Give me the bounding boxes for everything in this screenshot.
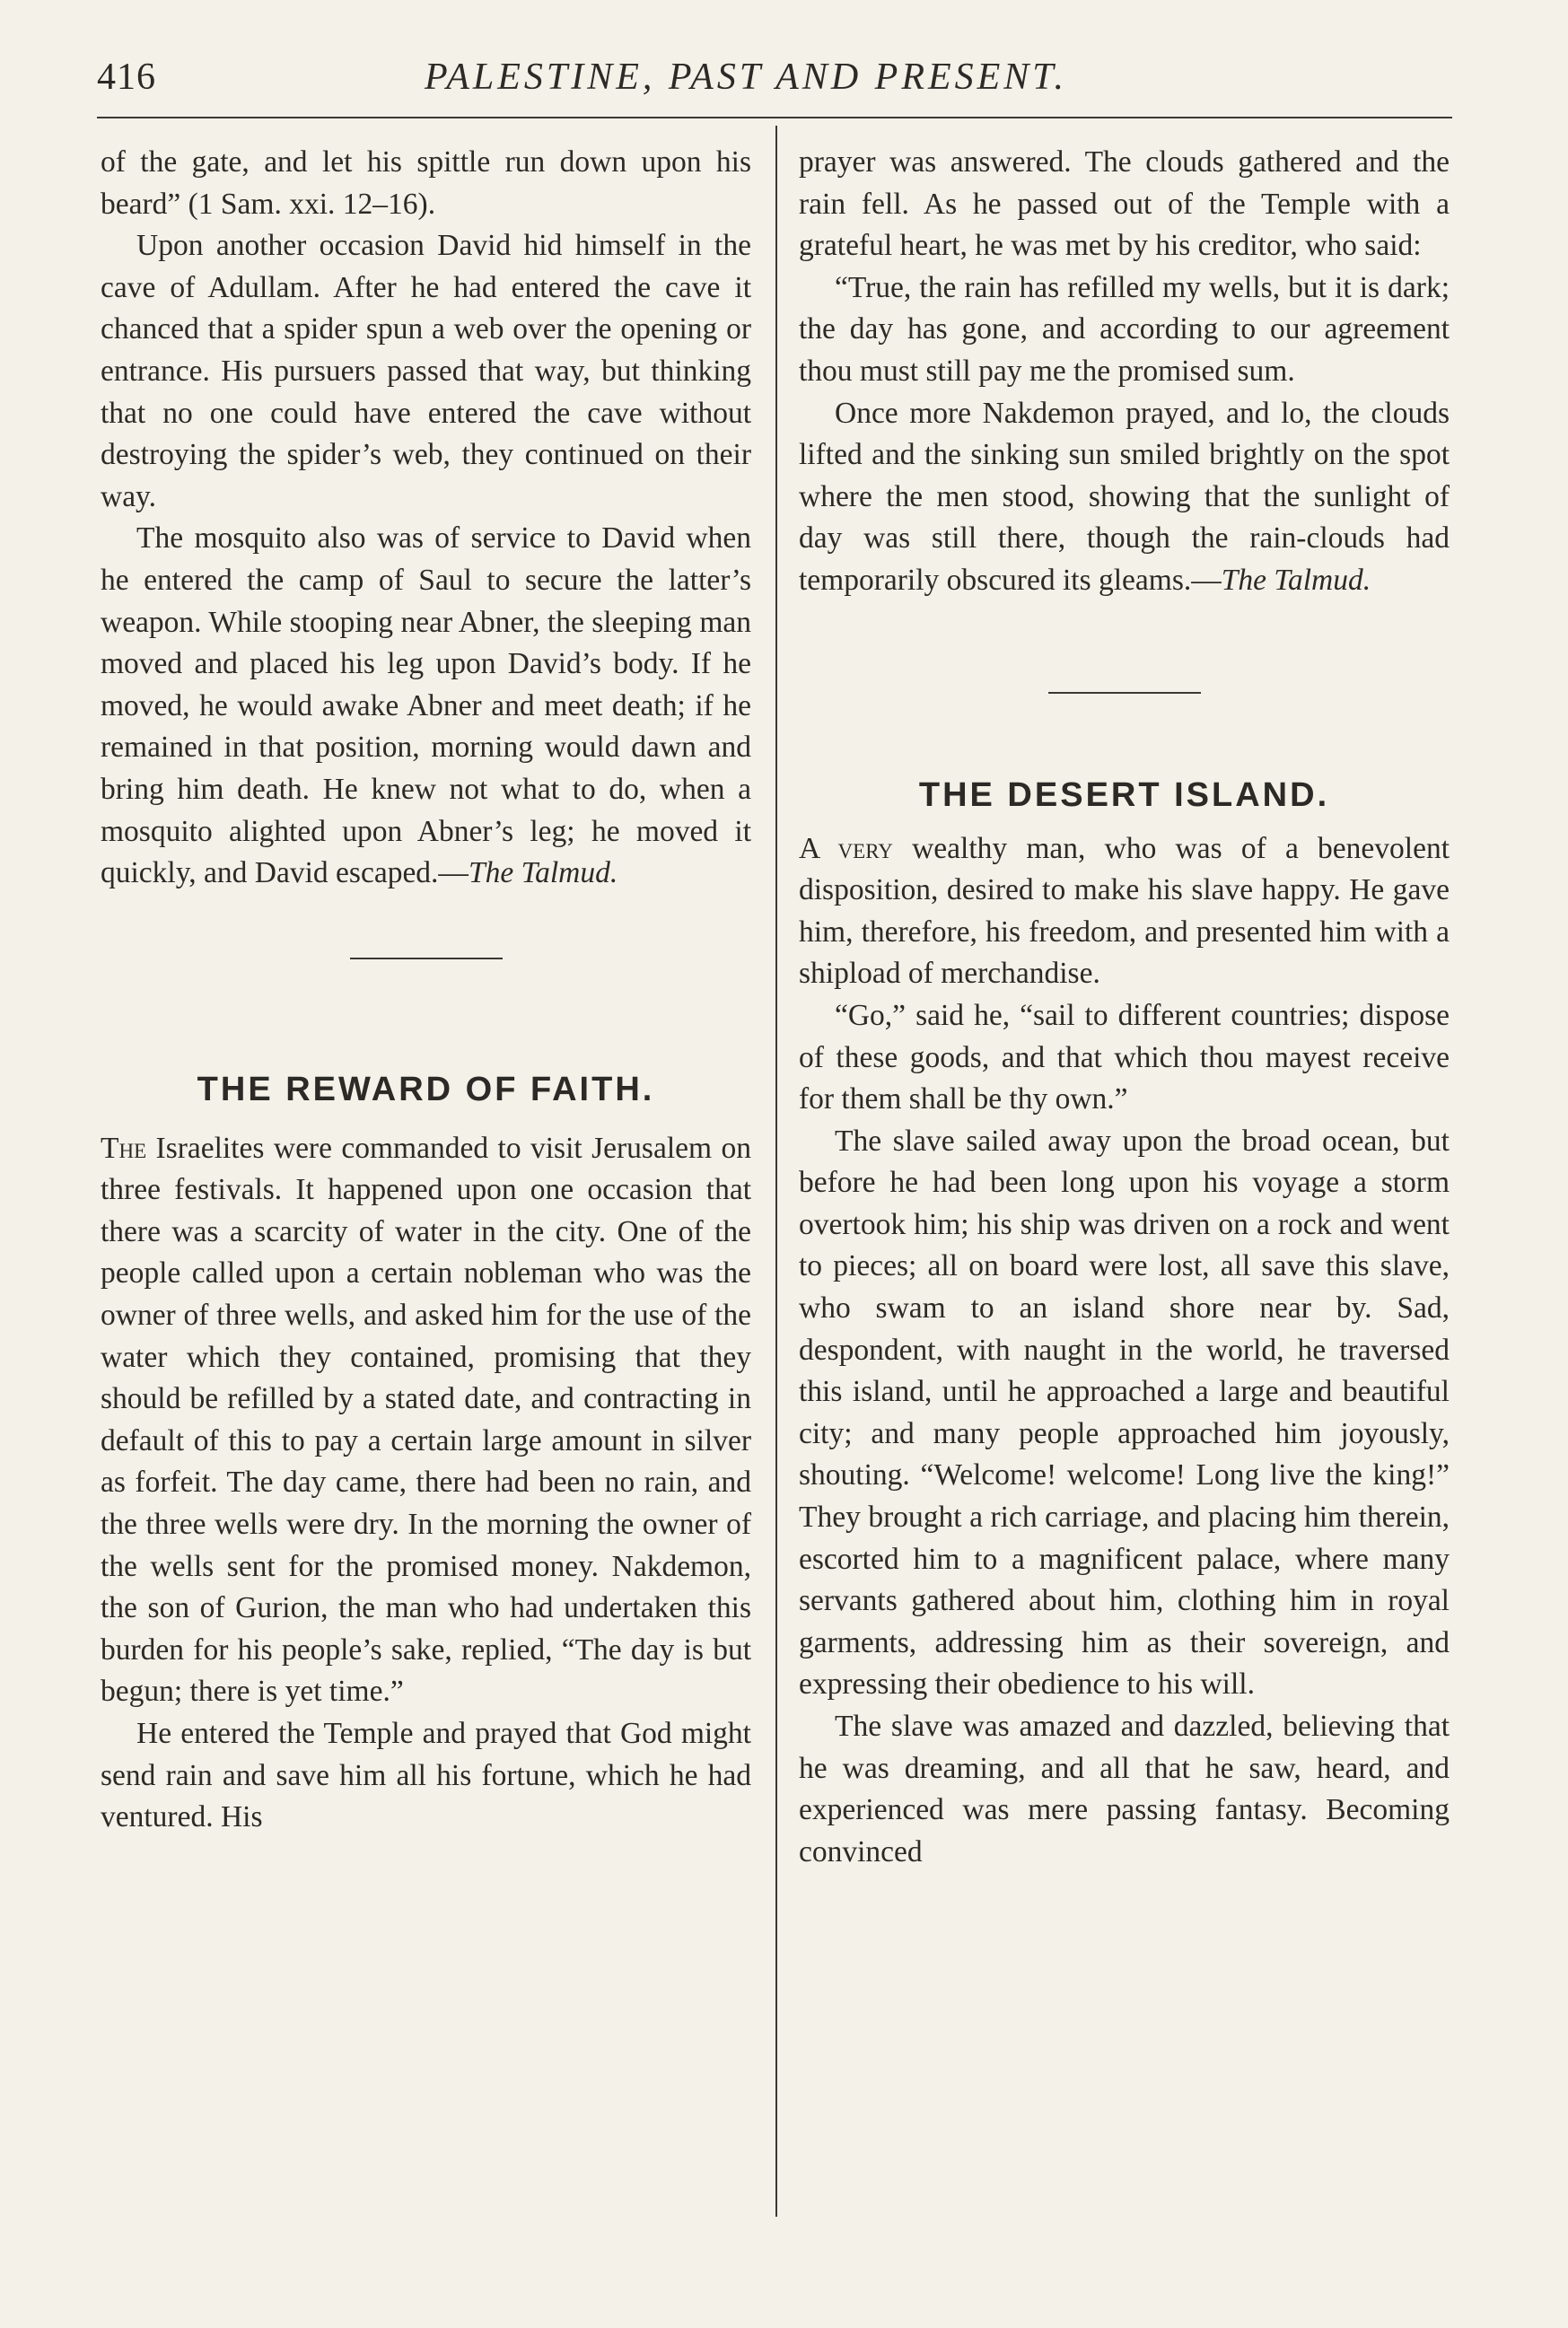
lead-word: The (101, 1131, 147, 1165)
paragraph: prayer was answered. The clouds gathered and the rain fell. As he passed out of the Temple with a grateful heart, he was met by his creditor, who said: (799, 145, 1450, 263)
section-title: THE REWARD OF FAITH. (197, 1070, 655, 1108)
section-title: THE DESERT ISLAND. (918, 775, 1330, 814)
paragraph: of the gate, and let his spittle run down upon his beard” (1 Sam. xxi. 12–16). (101, 145, 751, 221)
left-column (101, 142, 751, 1839)
right-column (799, 142, 1450, 1873)
lead-word: A very (799, 831, 893, 865)
paragraph (101, 518, 751, 894)
header-rule (97, 117, 1452, 118)
paragraph-text: wealthy man, who was of a benevolent disposition, desired to make his slave happy. He gave him, therefore, his freedom, and presented him with a shipload of merchandise. (799, 831, 1450, 991)
running-title: PALESTINE, PAST AND PRESENT. (425, 57, 1068, 98)
attribution: The Talmud. (1221, 563, 1371, 597)
paragraph-text: Once more Nakdemon prayed, and lo, the clouds lifted and the sinking sun smiled brightly on the spot where the men stood, showing that the sunlight of day was still there, though the rain-clouds had temporarily obscured its gleams.— (799, 396, 1450, 597)
paragraph (799, 393, 1450, 602)
paragraph: “Go,” said he, “sail to different countries; dispose of these goods, and that which thou mayest receive for them shall be thy own.” (799, 998, 1450, 1116)
paragraph: Upon another occasion David hid himself in the cave of Adullam. After he had entered the cave it chanced that a spider spun a web over the opening or entrance. His pursuers passed that way, but thinking that no one could have entered the cave without destroying the spider’s web, they continued on their way. (101, 229, 751, 513)
paragraph-text: Israelites were commanded to visit Jerusalem on three festivals. It happened upon one occasion that there was a scarcity of water in the city. One of the people called upon a certain nobleman who was the owner of three wells, and asked him for the use of the water which they contained, promising that they should be refilled by a stated date, and contracting in default of this to pay a certain large amount in silver as forfeit. The day came, there had been no rain, and the three wells were dry. In the morning the owner of the wells sent for the promised money. Nakdemon, the son of Gurion, the man who had undertaken this burden for his people’s sake, replied, “The day is but begun; there is yet time.” (101, 1131, 751, 1709)
paragraph: The slave sailed away upon the broad ocean, but before he had been long upon his voyage a storm overtook him; his ship was driven on a rock and went to pieces; all on board were lost, all save this slave, who swam to an island shore near by. Sad, despondent, with naught in the world, he traversed this island, until he approached a large and beautiful city; and many people approached him joyously, shouting. “Welcome! welcome! Long live the king!” They brought a rich carriage, and placing him therein, escorted him to a magnificent palace, where many servants gathered about him, clothing him in royal garments, addressing him as their sovereign, and expressing their obedience to his will. (799, 1124, 1450, 1702)
attribution: The Talmud. (468, 856, 618, 890)
paragraph (799, 828, 1450, 995)
paragraph (101, 1128, 751, 1713)
paragraph-text: The mosquito also was of service to David when he entered the camp of Saul to secure the latter’s weapon. While stooping near Abner, the sleeping man moved and placed his leg upon David’s body. If he moved, he would awake Abner and meet death; if he remained in that position, morning would dawn and bring him death. He knew not what to do, when a mosquito alighted upon Abner’s leg; he moved it quickly, and David escaped.— (101, 521, 751, 890)
page-number: 416 (97, 57, 156, 98)
page-header (97, 56, 1452, 109)
paragraph: He entered the Temple and prayed that God might send rain and save him all his fortune, which he had ventured. His (101, 1717, 751, 1834)
paragraph: “True, the rain has refilled my wells, but it is dark; the day has gone, and according to our agreement thou must still pay me the promised sum. (799, 270, 1450, 388)
paragraph: The slave was amazed and dazzled, believing that he was dreaming, and all that he saw, heard, and experienced was mere passing fantasy. Becoming convinced (799, 1710, 1450, 1869)
column-divider (775, 126, 777, 2217)
